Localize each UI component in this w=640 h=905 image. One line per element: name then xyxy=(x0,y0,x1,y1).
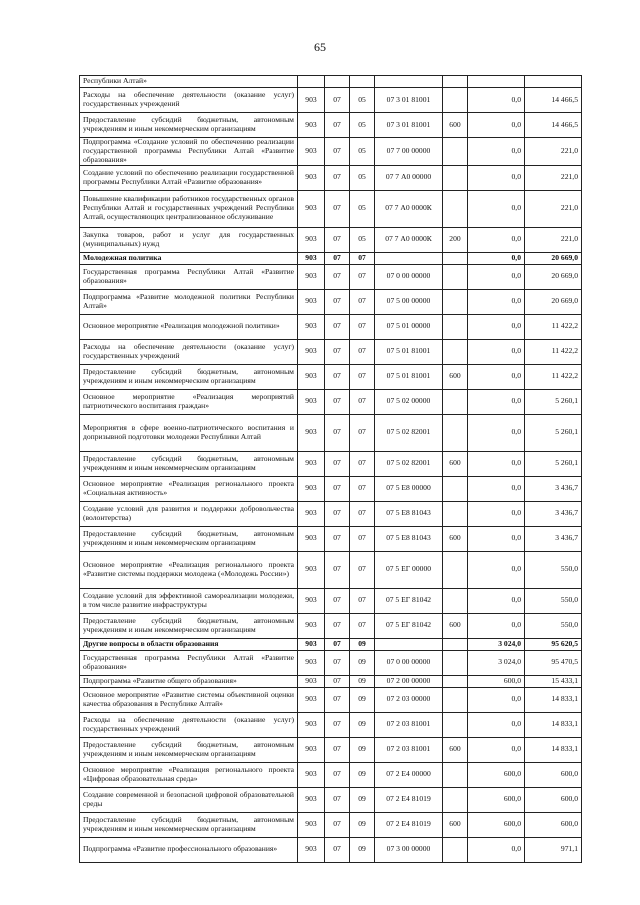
grbs-code-cell: 903 xyxy=(298,339,325,364)
target-article-cell: 07 3 00 00000 xyxy=(375,837,443,862)
target-article-cell: 07 2 00 00000 xyxy=(375,675,443,687)
amount-2-cell: 550,0 xyxy=(525,551,582,588)
amount-2-cell: 11 422,2 xyxy=(525,364,582,389)
expense-type-cell xyxy=(443,650,468,675)
amount-1-cell: 0,0 xyxy=(468,476,525,501)
subsection-code-cell: 05 xyxy=(350,138,375,166)
table-row xyxy=(80,264,582,289)
target-article-cell: 07 5 01 00000 xyxy=(375,314,443,339)
target-article-cell: 07 5 E8 00000 xyxy=(375,476,443,501)
subsection-code-cell: 09 xyxy=(350,737,375,762)
grbs-code-cell: 903 xyxy=(298,712,325,737)
grbs-code-cell: 903 xyxy=(298,675,325,687)
target-article-cell: 07 7 А0 0000К xyxy=(375,227,443,252)
expense-type-cell xyxy=(443,675,468,687)
table-row xyxy=(80,687,582,712)
grbs-code-cell: 903 xyxy=(298,762,325,787)
section-code-cell: 07 xyxy=(325,314,350,339)
row-name-cell: Основное мероприятие «Реализация регионального проекта «Развитие системы поддержки молодежа («Молодежь России») xyxy=(80,551,298,588)
target-article-cell: 07 5 02 00000 xyxy=(375,389,443,414)
table-row xyxy=(80,812,582,837)
amount-1-cell: 0,0 xyxy=(468,687,525,712)
amount-2-cell: 3 436,7 xyxy=(525,476,582,501)
amount-1-cell: 0,0 xyxy=(468,252,525,264)
section-code-cell: 07 xyxy=(325,551,350,588)
grbs-code-cell: 903 xyxy=(298,613,325,638)
row-name-cell: Основное мероприятие «Реализация мероприятий патриотического воспитания граждан» xyxy=(80,389,298,414)
expense-type-cell xyxy=(443,289,468,314)
subsection-code-cell: 05 xyxy=(350,190,375,227)
amount-2-cell: 600,0 xyxy=(525,787,582,812)
grbs-code-cell: 903 xyxy=(298,812,325,837)
subsection-code-cell: 07 xyxy=(350,389,375,414)
section-code-cell xyxy=(325,76,350,88)
grbs-code-cell: 903 xyxy=(298,414,325,451)
table-row-section xyxy=(80,252,582,264)
amount-2-cell: 20 669,0 xyxy=(525,252,582,264)
section-code-cell: 07 xyxy=(325,289,350,314)
row-name-cell: Создание современной и безопасной цифровой образовательной среды xyxy=(80,787,298,812)
amount-1-cell: 0,0 xyxy=(468,289,525,314)
subsection-code-cell: 09 xyxy=(350,650,375,675)
row-name-cell: Другие вопросы в области образования xyxy=(80,638,298,650)
expense-type-cell xyxy=(443,88,468,113)
table-row xyxy=(80,414,582,451)
section-code-cell: 07 xyxy=(325,650,350,675)
amount-2-cell: 14 833,1 xyxy=(525,737,582,762)
section-code-cell: 07 xyxy=(325,712,350,737)
subsection-code-cell: 05 xyxy=(350,227,375,252)
section-code-cell: 07 xyxy=(325,451,350,476)
expense-type-cell: 600 xyxy=(443,526,468,551)
table-row xyxy=(80,588,582,613)
expense-type-cell: 200 xyxy=(443,227,468,252)
amount-1-cell: 600,0 xyxy=(468,812,525,837)
amount-2-cell xyxy=(525,76,582,88)
target-article-cell: 07 5 EГ 81042 xyxy=(375,588,443,613)
expense-type-cell xyxy=(443,712,468,737)
target-article-cell: 07 5 02 82001 xyxy=(375,414,443,451)
row-name-cell: Предоставление субсидий бюджетным, автономным учреждениям и иным некоммерческим организациям xyxy=(80,737,298,762)
amount-2-cell: 20 669,0 xyxy=(525,289,582,314)
target-article-cell xyxy=(375,252,443,264)
section-code-cell: 07 xyxy=(325,88,350,113)
grbs-code-cell: 903 xyxy=(298,837,325,862)
amount-2-cell: 550,0 xyxy=(525,613,582,638)
expense-type-cell xyxy=(443,837,468,862)
section-code-cell: 07 xyxy=(325,613,350,638)
row-name-cell: Основное мероприятие «Развитие системы объективной оценки качества образования в Республике Алтай» xyxy=(80,687,298,712)
budget-table-body xyxy=(80,76,582,863)
target-article-cell: 07 3 01 81001 xyxy=(375,113,443,138)
target-article-cell: 07 2 03 81001 xyxy=(375,712,443,737)
target-article-cell: 07 5 EГ 81042 xyxy=(375,613,443,638)
table-row xyxy=(80,837,582,862)
amount-1-cell: 0,0 xyxy=(468,737,525,762)
amount-2-cell: 221,0 xyxy=(525,190,582,227)
row-name-cell: Основное мероприятие «Реализация регионального проекта «Социальная активность» xyxy=(80,476,298,501)
amount-1-cell: 0,0 xyxy=(468,165,525,190)
expense-type-cell xyxy=(443,476,468,501)
section-code-cell: 07 xyxy=(325,252,350,264)
amount-2-cell: 5 260,1 xyxy=(525,389,582,414)
table-row xyxy=(80,613,582,638)
expense-type-cell xyxy=(443,414,468,451)
section-code-cell: 07 xyxy=(325,812,350,837)
grbs-code-cell: 903 xyxy=(298,289,325,314)
amount-1-cell: 0,0 xyxy=(468,314,525,339)
table-row xyxy=(80,113,582,138)
expense-type-cell xyxy=(443,190,468,227)
row-name-cell: Мероприятия в сфере военно-патриотического воспитания и допризывной подготовки молодежи Республики Алтай xyxy=(80,414,298,451)
target-article-cell: 07 7 А0 0000К xyxy=(375,190,443,227)
amount-2-cell: 14 833,1 xyxy=(525,687,582,712)
subsection-code-cell: 07 xyxy=(350,476,375,501)
table-row xyxy=(80,551,582,588)
grbs-code-cell: 903 xyxy=(298,638,325,650)
amount-1-cell: 0,0 xyxy=(468,837,525,862)
grbs-code-cell: 903 xyxy=(298,787,325,812)
table-row xyxy=(80,451,582,476)
section-code-cell: 07 xyxy=(325,476,350,501)
amount-2-cell: 971,1 xyxy=(525,837,582,862)
amount-1-cell: 3 024,0 xyxy=(468,650,525,675)
amount-1-cell: 0,0 xyxy=(468,588,525,613)
page-number: 65 xyxy=(314,40,326,54)
row-name-cell: Подпрограмма «Развитие профессионального образования» xyxy=(80,837,298,862)
table-row xyxy=(80,339,582,364)
amount-1-cell: 0,0 xyxy=(468,264,525,289)
grbs-code-cell: 903 xyxy=(298,650,325,675)
target-article-cell: 07 0 00 00000 xyxy=(375,264,443,289)
grbs-code-cell: 903 xyxy=(298,88,325,113)
table-row xyxy=(80,762,582,787)
expense-type-cell xyxy=(443,551,468,588)
amount-1-cell: 0,0 xyxy=(468,389,525,414)
budget-table xyxy=(79,75,582,863)
target-article-cell: 07 2 03 81001 xyxy=(375,737,443,762)
section-code-cell: 07 xyxy=(325,526,350,551)
table-row xyxy=(80,227,582,252)
row-name-cell: Основное мероприятие «Реализация регионального проекта «Цифровая образовательная среда» xyxy=(80,762,298,787)
subsection-code-cell: 07 xyxy=(350,414,375,451)
row-name-cell: Подпрограмма «Развитие молодежной политики Республики Алтай» xyxy=(80,289,298,314)
amount-2-cell: 15 433,1 xyxy=(525,675,582,687)
row-name-cell: Основное мероприятие «Реализация молодежной политики» xyxy=(80,314,298,339)
grbs-code-cell: 903 xyxy=(298,165,325,190)
table-row xyxy=(80,476,582,501)
expense-type-cell xyxy=(443,264,468,289)
row-name-cell: Предоставление субсидий бюджетным, автономным учреждениям и иным некоммерческим организациям xyxy=(80,526,298,551)
amount-1-cell: 3 024,0 xyxy=(468,638,525,650)
subsection-code-cell: 09 xyxy=(350,675,375,687)
section-code-cell: 07 xyxy=(325,737,350,762)
expense-type-cell xyxy=(443,314,468,339)
amount-2-cell: 20 669,0 xyxy=(525,264,582,289)
target-article-cell: 07 7 00 00000 xyxy=(375,138,443,166)
expense-type-cell: 600 xyxy=(443,113,468,138)
section-code-cell: 07 xyxy=(325,389,350,414)
section-code-cell: 07 xyxy=(325,264,350,289)
subsection-code-cell: 07 xyxy=(350,588,375,613)
amount-2-cell: 5 260,1 xyxy=(525,451,582,476)
subsection-code-cell: 09 xyxy=(350,712,375,737)
amount-2-cell: 600,0 xyxy=(525,762,582,787)
subsection-code-cell: 07 xyxy=(350,501,375,526)
amount-1-cell: 0,0 xyxy=(468,501,525,526)
amount-2-cell: 221,0 xyxy=(525,165,582,190)
subsection-code-cell: 07 xyxy=(350,613,375,638)
subsection-code-cell: 07 xyxy=(350,451,375,476)
grbs-code-cell: 903 xyxy=(298,501,325,526)
grbs-code-cell: 903 xyxy=(298,113,325,138)
amount-2-cell: 3 436,7 xyxy=(525,501,582,526)
subsection-code-cell: 05 xyxy=(350,165,375,190)
grbs-code-cell: 903 xyxy=(298,451,325,476)
amount-1-cell: 600,0 xyxy=(468,762,525,787)
table-row xyxy=(80,314,582,339)
table-row xyxy=(80,88,582,113)
subsection-code-cell: 09 xyxy=(350,787,375,812)
section-code-cell: 07 xyxy=(325,675,350,687)
subsection-code-cell: 07 xyxy=(350,364,375,389)
row-name-cell: Молодежная политика xyxy=(80,252,298,264)
amount-1-cell: 600,0 xyxy=(468,787,525,812)
target-article-cell xyxy=(375,76,443,88)
section-code-cell: 07 xyxy=(325,762,350,787)
target-article-cell: 07 2 E4 81019 xyxy=(375,787,443,812)
section-code-cell: 07 xyxy=(325,588,350,613)
row-name-cell: Создание условий для эффективной самореализации молодежи, в том числе развитие инфраструктуры xyxy=(80,588,298,613)
target-article-cell: 07 2 E4 00000 xyxy=(375,762,443,787)
subsection-code-cell: 05 xyxy=(350,88,375,113)
subsection-code-cell: 07 xyxy=(350,252,375,264)
expense-type-cell xyxy=(443,165,468,190)
section-code-cell: 07 xyxy=(325,165,350,190)
amount-2-cell: 14 833,1 xyxy=(525,712,582,737)
expense-type-cell xyxy=(443,501,468,526)
expense-type-cell xyxy=(443,638,468,650)
row-name-cell: Закупка товаров, работ и услуг для государственных (муниципальных) нужд xyxy=(80,227,298,252)
amount-2-cell: 11 422,2 xyxy=(525,314,582,339)
expense-type-cell xyxy=(443,588,468,613)
expense-type-cell xyxy=(443,252,468,264)
amount-1-cell: 0,0 xyxy=(468,451,525,476)
expense-type-cell xyxy=(443,762,468,787)
expense-type-cell xyxy=(443,339,468,364)
row-name-cell: Предоставление субсидий бюджетным, автономным учреждениям и иным некоммерческим организациям xyxy=(80,113,298,138)
section-code-cell: 07 xyxy=(325,190,350,227)
row-name-cell: Предоставление субсидий бюджетным, автономным учреждениям и иным некоммерческим организациям xyxy=(80,812,298,837)
table-row xyxy=(80,389,582,414)
subsection-code-cell: 07 xyxy=(350,264,375,289)
subsection-code-cell: 07 xyxy=(350,551,375,588)
row-name-cell: Государственная программа Республики Алтай «Развитие образования» xyxy=(80,650,298,675)
table-row-section xyxy=(80,638,582,650)
amount-1-cell: 0,0 xyxy=(468,613,525,638)
grbs-code-cell: 903 xyxy=(298,737,325,762)
row-name-cell: Предоставление субсидий бюджетным, автономным учреждениям и иным некоммерческим организациям xyxy=(80,613,298,638)
grbs-code-cell: 903 xyxy=(298,264,325,289)
expense-type-cell xyxy=(443,76,468,88)
expense-type-cell xyxy=(443,389,468,414)
row-name-cell: Предоставление субсидий бюджетным, автономным учреждениям и иным некоммерческим организациям xyxy=(80,364,298,389)
expense-type-cell xyxy=(443,787,468,812)
target-article-cell: 07 5 E8 81043 xyxy=(375,526,443,551)
target-article-cell: 07 0 00 00000 xyxy=(375,650,443,675)
amount-2-cell: 3 436,7 xyxy=(525,526,582,551)
table-row xyxy=(80,138,582,166)
table-row xyxy=(80,526,582,551)
table-row xyxy=(80,712,582,737)
row-name-cell: Подпрограмма «Создание условий по обеспечению реализации государственной программы Республики Алтай «Развитие образования» xyxy=(80,138,298,166)
table-row xyxy=(80,190,582,227)
grbs-code-cell: 903 xyxy=(298,138,325,166)
row-name-cell: Расходы на обеспечение деятельности (оказание услуг) государственных учреждений xyxy=(80,712,298,737)
subsection-code-cell: 07 xyxy=(350,526,375,551)
amount-1-cell: 0,0 xyxy=(468,712,525,737)
expense-type-cell: 600 xyxy=(443,812,468,837)
grbs-code-cell: 903 xyxy=(298,389,325,414)
subsection-code-cell: 09 xyxy=(350,812,375,837)
amount-1-cell: 0,0 xyxy=(468,414,525,451)
section-code-cell: 07 xyxy=(325,414,350,451)
amount-1-cell: 0,0 xyxy=(468,113,525,138)
section-code-cell: 07 xyxy=(325,339,350,364)
grbs-code-cell: 903 xyxy=(298,227,325,252)
target-article-cell: 07 5 02 82001 xyxy=(375,451,443,476)
target-article-cell: 07 7 А0 00000 xyxy=(375,165,443,190)
expense-type-cell xyxy=(443,687,468,712)
amount-1-cell: 0,0 xyxy=(468,190,525,227)
target-article-cell: 07 5 EГ 00000 xyxy=(375,551,443,588)
amount-2-cell: 600,0 xyxy=(525,812,582,837)
subsection-code-cell: 09 xyxy=(350,687,375,712)
section-code-cell: 07 xyxy=(325,501,350,526)
amount-2-cell: 221,0 xyxy=(525,138,582,166)
subsection-code-cell: 07 xyxy=(350,314,375,339)
target-article-cell: 07 5 01 81001 xyxy=(375,364,443,389)
section-code-cell: 07 xyxy=(325,113,350,138)
amount-1-cell: 0,0 xyxy=(468,551,525,588)
grbs-code-cell: 903 xyxy=(298,252,325,264)
grbs-code-cell: 903 xyxy=(298,526,325,551)
target-article-cell: 07 5 E8 81043 xyxy=(375,501,443,526)
grbs-code-cell: 903 xyxy=(298,588,325,613)
table-row xyxy=(80,165,582,190)
row-name-cell: Расходы на обеспечение деятельности (оказание услуг) государственных учреждений xyxy=(80,339,298,364)
table-row xyxy=(80,737,582,762)
target-article-cell: 07 5 01 81001 xyxy=(375,339,443,364)
amount-1-cell: 0,0 xyxy=(468,227,525,252)
expense-type-cell xyxy=(443,138,468,166)
table-row xyxy=(80,501,582,526)
table-row xyxy=(80,364,582,389)
amount-1-cell: 0,0 xyxy=(468,138,525,166)
subsection-code-cell: 09 xyxy=(350,638,375,650)
amount-2-cell: 550,0 xyxy=(525,588,582,613)
target-article-cell: 07 2 E4 81019 xyxy=(375,812,443,837)
section-code-cell: 07 xyxy=(325,227,350,252)
section-code-cell: 07 xyxy=(325,837,350,862)
target-article-cell: 07 2 03 00000 xyxy=(375,687,443,712)
amount-1-cell xyxy=(468,76,525,88)
section-code-cell: 07 xyxy=(325,138,350,166)
section-code-cell: 07 xyxy=(325,687,350,712)
table-row xyxy=(80,650,582,675)
amount-1-cell: 0,0 xyxy=(468,88,525,113)
grbs-code-cell xyxy=(298,76,325,88)
grbs-code-cell: 903 xyxy=(298,314,325,339)
table-row xyxy=(80,675,582,687)
expense-type-cell: 600 xyxy=(443,737,468,762)
target-article-cell: 07 3 01 81001 xyxy=(375,88,443,113)
expense-type-cell: 600 xyxy=(443,364,468,389)
row-name-cell: Республики Алтай» xyxy=(80,76,298,88)
subsection-code-cell: 05 xyxy=(350,113,375,138)
amount-1-cell: 0,0 xyxy=(468,364,525,389)
subsection-code-cell xyxy=(350,76,375,88)
subsection-code-cell: 07 xyxy=(350,339,375,364)
grbs-code-cell: 903 xyxy=(298,551,325,588)
grbs-code-cell: 903 xyxy=(298,476,325,501)
section-code-cell: 07 xyxy=(325,638,350,650)
grbs-code-cell: 903 xyxy=(298,364,325,389)
subsection-code-cell: 09 xyxy=(350,762,375,787)
table-row xyxy=(80,787,582,812)
section-code-cell: 07 xyxy=(325,787,350,812)
row-name-cell: Подпрограмма «Развитие общего образования» xyxy=(80,675,298,687)
amount-2-cell: 95 470,5 xyxy=(525,650,582,675)
row-name-cell: Повышение квалификации работников государственных органов Республики Алтай и государственных учреждений Республики Алтай, осуществляющих централизованное обслуживание xyxy=(80,190,298,227)
row-name-cell: Расходы на обеспечение деятельности (оказание услуг) государственных учреждений xyxy=(80,88,298,113)
amount-2-cell: 221,0 xyxy=(525,227,582,252)
grbs-code-cell: 903 xyxy=(298,190,325,227)
row-name-cell: Государственная программа Республики Алтай «Развитие образования» xyxy=(80,264,298,289)
row-name-cell: Создание условий по обеспечению реализации государственной программы Республики Алтай «Развитие образования» xyxy=(80,165,298,190)
table-row xyxy=(80,289,582,314)
target-article-cell: 07 5 00 00000 xyxy=(375,289,443,314)
table-row xyxy=(80,76,582,88)
subsection-code-cell: 09 xyxy=(350,837,375,862)
section-code-cell: 07 xyxy=(325,364,350,389)
amount-2-cell: 5 260,1 xyxy=(525,414,582,451)
amount-2-cell: 14 466,5 xyxy=(525,88,582,113)
amount-2-cell: 95 620,5 xyxy=(525,638,582,650)
amount-1-cell: 0,0 xyxy=(468,339,525,364)
target-article-cell xyxy=(375,638,443,650)
grbs-code-cell: 903 xyxy=(298,687,325,712)
expense-type-cell: 600 xyxy=(443,451,468,476)
amount-1-cell: 600,0 xyxy=(468,675,525,687)
expense-type-cell: 600 xyxy=(443,613,468,638)
row-name-cell: Предоставление субсидий бюджетным, автономным учреждениям и иным некоммерческим организациям xyxy=(80,451,298,476)
amount-1-cell: 0,0 xyxy=(468,526,525,551)
amount-2-cell: 11 422,2 xyxy=(525,339,582,364)
row-name-cell: Создание условий для развития и поддержки добровольчества (волонтерства) xyxy=(80,501,298,526)
subsection-code-cell: 07 xyxy=(350,289,375,314)
amount-2-cell: 14 466,5 xyxy=(525,113,582,138)
